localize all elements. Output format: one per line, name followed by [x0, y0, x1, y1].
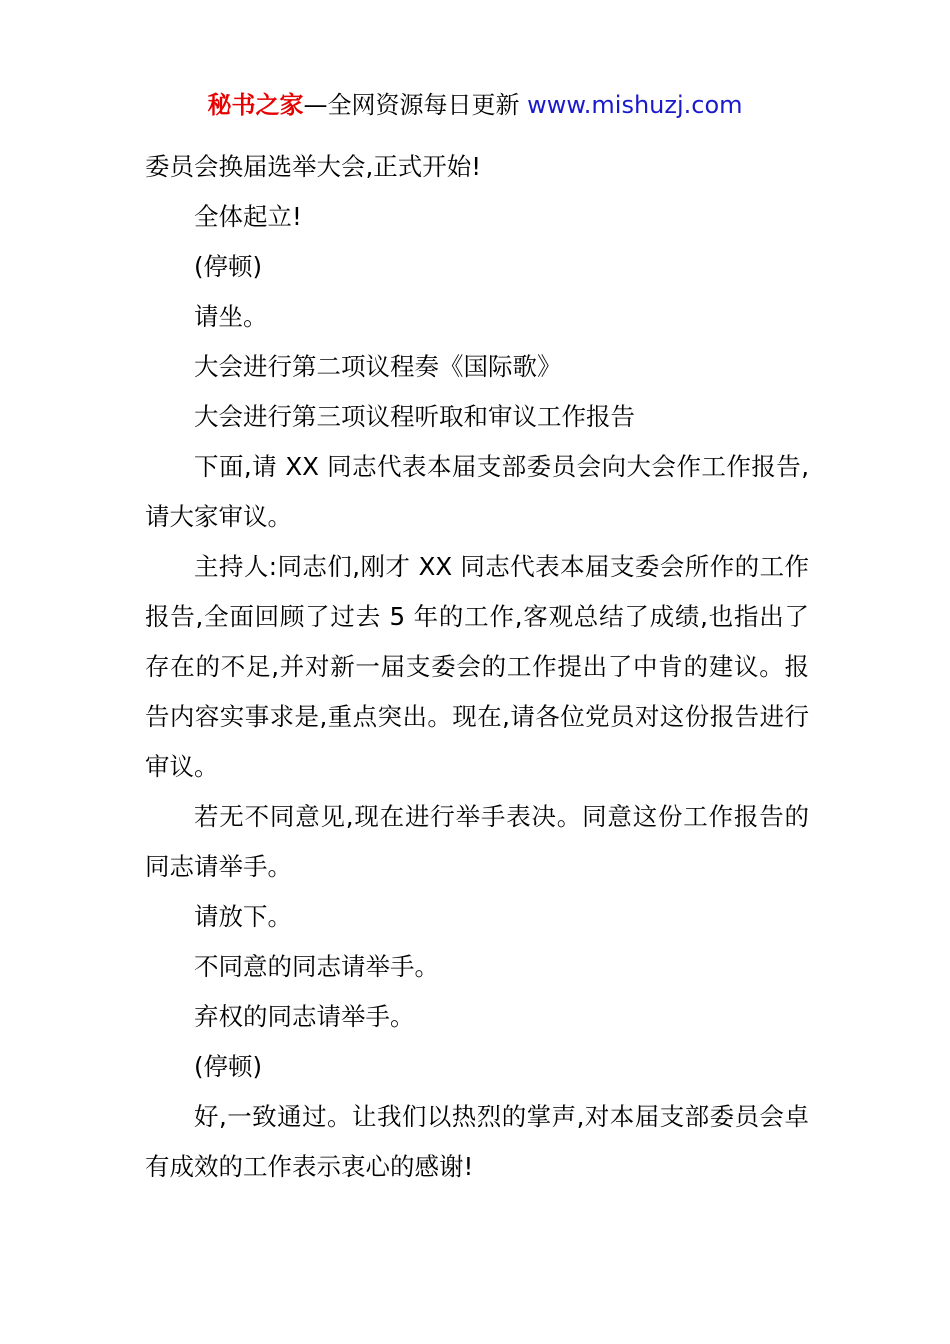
paragraph: 下面,请 XX 同志代表本届支部委员会向大会作工作报告,请大家审议。 [145, 452, 809, 531]
paragraph-opening: 委员会换届选举大会,正式开始! [145, 152, 482, 181]
paragraph: 不同意的同志请举手。 [194, 952, 439, 981]
paragraph: 大会进行第二项议程奏《国际歌》 [194, 352, 562, 381]
site-url-link[interactable]: www.mishuzj.com [527, 91, 743, 119]
paragraph: 全体起立! [194, 202, 302, 231]
paragraph: 请坐。 [194, 302, 268, 331]
paragraph: (停顿) [194, 252, 263, 281]
paragraph: 大会进行第三项议程听取和审议工作报告 [194, 402, 635, 431]
paragraph: (停顿) [194, 1052, 263, 1081]
paragraph: 主持人:同志们,刚才 XX 同志代表本届支委会所作的工作报告,全面回顾了过去 5 年的工作,客观总结了成绩,也指出了存在的不足,并对新一届支委会的工作提出了中肯的建议。报告内容实事求是,重点突出。现在,请各位党员对这份报告进行审议。 [145, 552, 809, 781]
paragraph: 请放下。 [194, 902, 292, 931]
document-body [145, 142, 809, 1192]
site-brand: 秘书之家 [207, 91, 304, 119]
paragraph: 若无不同意见,现在进行举手表决。同意这份工作报告的同志请举手。 [145, 802, 809, 881]
paragraph: 好,一致通过。让我们以热烈的掌声,对本届支部委员会卓有成效的工作表示衷心的感谢! [145, 1102, 809, 1181]
paragraph: 弃权的同志请举手。 [194, 1002, 415, 1031]
page-header [0, 88, 950, 122]
site-tagline: —全网资源每日更新 [303, 91, 520, 119]
